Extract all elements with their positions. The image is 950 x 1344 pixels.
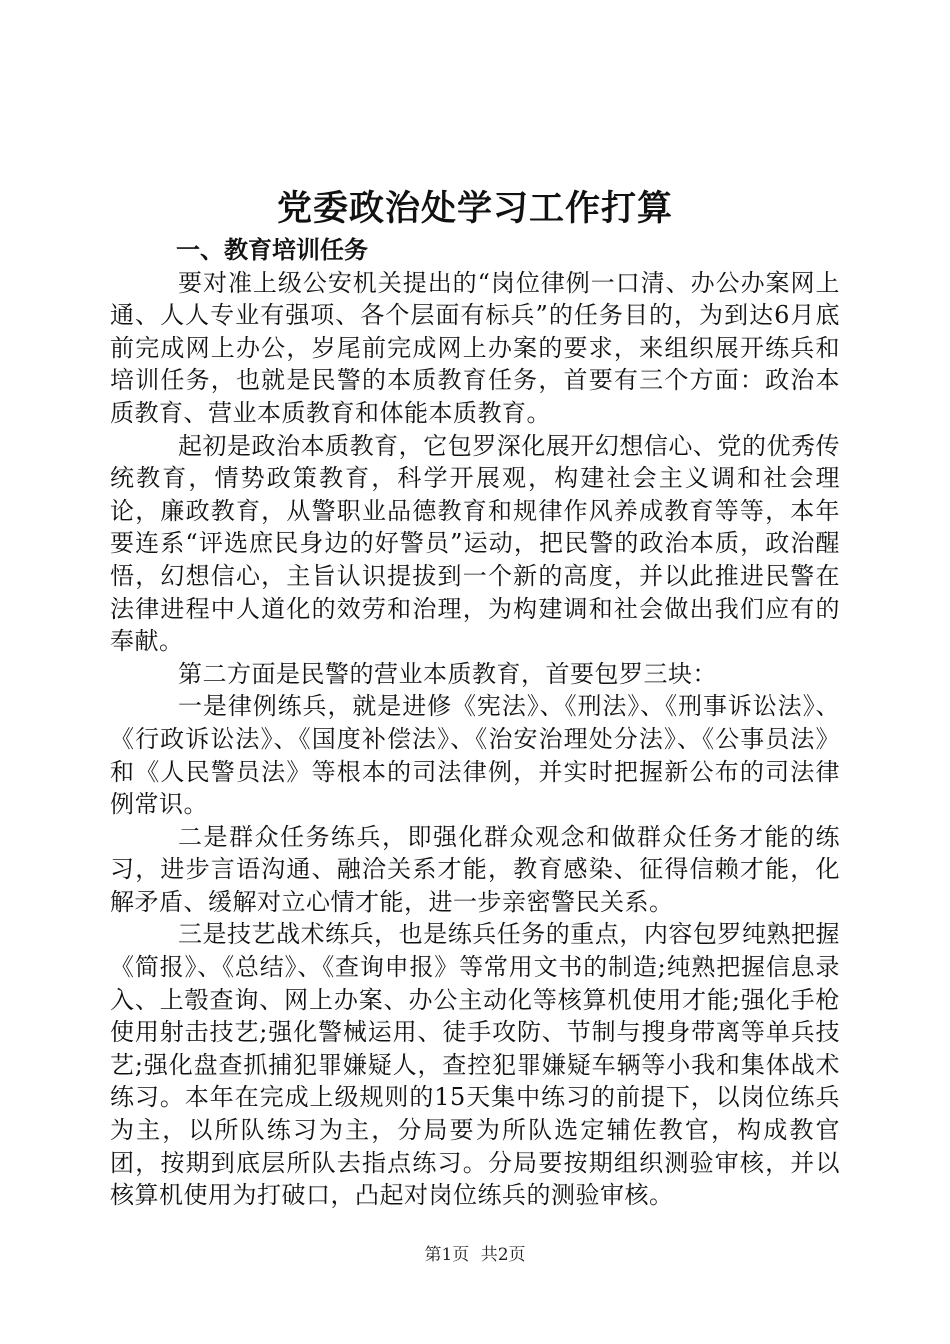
page-total: 共2页 (480, 1245, 526, 1265)
paragraph: 一是律例练兵，就是进修《宪法》、《刑法》、《刑事诉讼法》、《行政诉讼法》、《国度补偿法》、《治安治理处分法》、《公事员法》和《人民警员法》等根本的司法律例，并实时把握新公布的司法律例常识。 (110, 692, 840, 819)
paragraph: 第二方面是民警的营业本质教育，首要包罗三块： (178, 659, 717, 688)
page-number: 第1页 (424, 1245, 470, 1265)
paragraph: 二是群众任务练兵，即强化群众观念和做群众任务才能的练习，进步言语沟通、融洽关系才能，教育感染、征得信赖才能，化解矛盾、缓解对立心情才能，进一步亲密警民关系。 (110, 822, 840, 916)
document-body (110, 234, 840, 1212)
paragraph: 要对准上级公安机关提出的“岗位律例一口清、办公办案网上通、人人专业有强项、各个层面有标兵”的任务目的，为到达6月底前完成网上办公，岁尾前完成网上办案的要求，来组织展开练兵和培训任务，也就是民警的本质教育任务，首要有三个方面：政治本质教育、营业本质教育和体能本质教育。 (110, 268, 840, 427)
section-heading: 一、教育培训任务 (176, 236, 368, 264)
paragraph: 起初是政治本质教育，它包罗深化展开幻想信心、党的优秀传统教育，情势政策教育，科学开展观，构建社会主义调和社会理论，廉政教育，从警职业品德教育和规律作风养成教育等等，本年要连系“评选庶民身边的好警员”运动，把民警的政治本质，政治醒悟，幻想信心，主旨认识提拔到一个新的高度，并以此推进民警在法律进程中人道化的效劳和治理，为构建调和社会做出我们应有的奉献。 (110, 431, 840, 656)
paragraph: 三是技艺战术练兵，也是练兵任务的重点，内容包罗纯熟把握《简报》、《总结》、《查询申报》等常用文书的制造;纯熟把握信息录入、上彀查询、网上办案、办公主动化等核算机使用才能;强化手枪使用射击技艺;强化警械运用、徒手攻防、节制与搜身带离等单兵技艺;强化盘查抓捕犯罪嫌疑人，查控犯罪嫌疑车辆等小我和集体战术练习。本年在完成上级规则的15天集中练习的前提下，以岗位练兵为主，以所队练习为主，分局要为所队选定辅佐教官，构成教官团，按期到底层所队去指点练习。分局要按期组织测验审核，并以核算机使用为打破口，凸起对岗位练兵的测验审核。 (110, 920, 840, 1210)
page-footer (0, 1240, 950, 1265)
document-title: 党委政治处学习工作打算 (276, 188, 673, 229)
